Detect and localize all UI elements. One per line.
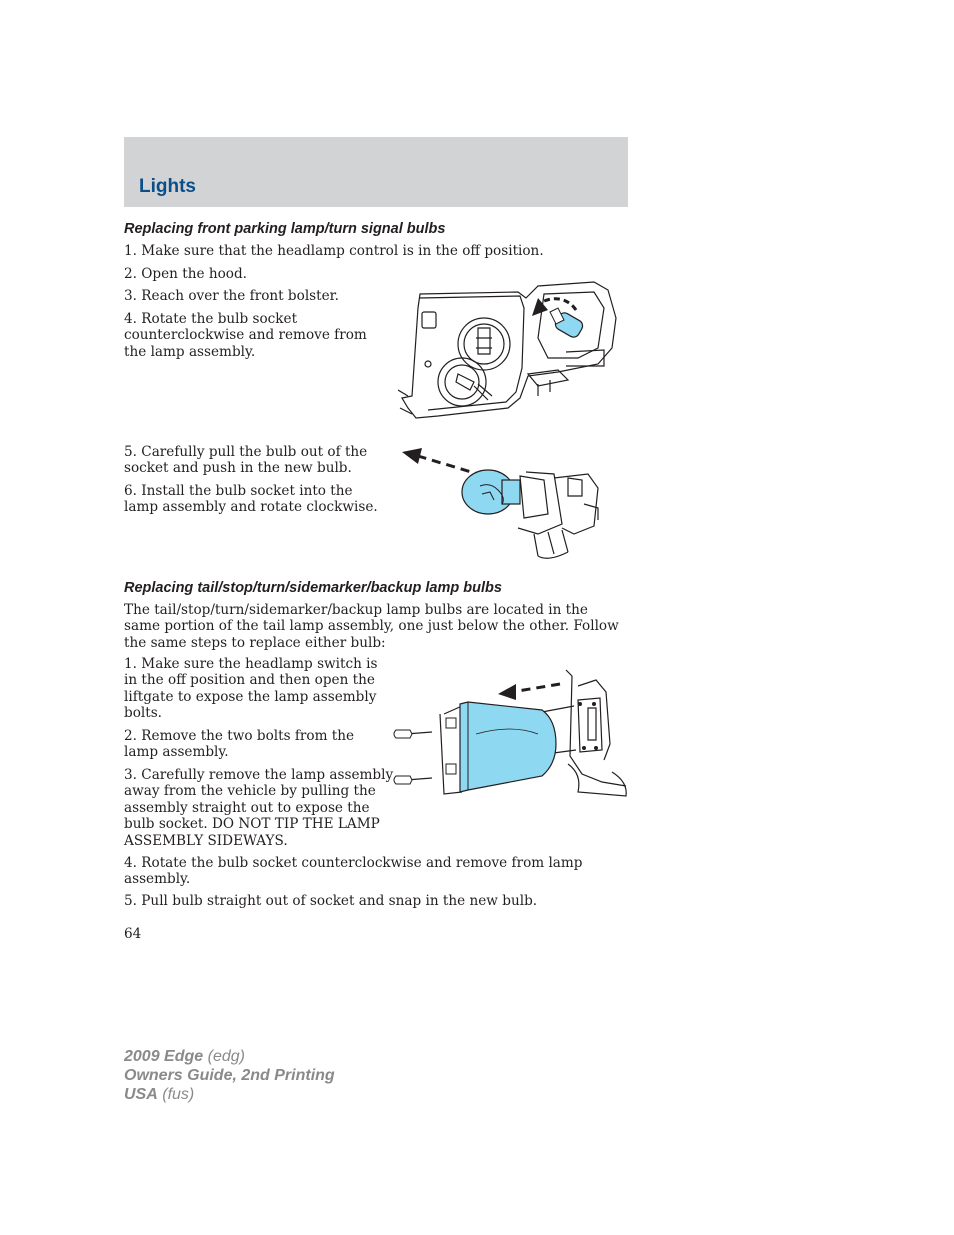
tail-lamp-heading: Replacing tail/stop/turn/sidemarker/backup lamp bulbs — [124, 580, 502, 596]
front-step-2: 2. Open the hood. — [124, 266, 247, 282]
front-step-5: 5. Carefully pull the bulb out of the socket and push in the new bulb. — [124, 444, 368, 477]
footer-model-code: (edg) — [207, 1048, 245, 1065]
tail-lamp-removal-illustration — [392, 664, 630, 800]
footer-printing: Owners Guide, 2nd Printing — [124, 1067, 335, 1084]
front-step-6: 6. Install the bulb socket into the lamp assembly and rotate clockwise. — [124, 483, 378, 516]
tail-step-4: 4. Rotate the bulb socket counterclockwise and remove from lamp assembly. — [124, 855, 583, 888]
front-step-1: 1. Make sure that the headlamp control is in the off position. — [124, 243, 544, 259]
tail-step-3: 3. Carefully remove the lamp assembly away from the vehicle by pulling the assembly straight out to expose the bulb socket. DO NOT TIP THE LAMP ASSEMBLY SIDEWAYS. — [124, 767, 394, 849]
front-lamp-housing-illustration — [398, 268, 622, 428]
page-number: 64 — [124, 926, 142, 942]
section-header-band — [124, 137, 628, 207]
front-step-3: 3. Reach over the front bolster. — [124, 288, 339, 304]
tail-step-1: 1. Make sure the headlamp switch is in the off position and then open the liftgate to expose the lamp assembly bolts. — [124, 656, 378, 722]
tail-step-5: 5. Pull bulb straight out of socket and snap in the new bulb. — [124, 893, 538, 909]
section-title: Lights — [139, 176, 196, 197]
footer-document-info — [124, 1047, 335, 1104]
footer-market: USA — [124, 1086, 158, 1103]
front-lamp-heading: Replacing front parking lamp/turn signal bulbs — [124, 221, 446, 237]
footer-model: 2009 Edge — [124, 1048, 204, 1065]
bulb-removal-illustration — [398, 444, 622, 564]
tail-step-2: 2. Remove the two bolts from the lamp assembly. — [124, 728, 355, 761]
front-step-4: 4. Rotate the bulb socket counterclockwise and remove from the lamp assembly. — [124, 311, 367, 360]
tail-intro: The tail/stop/turn/sidemarker/backup lamp bulbs are located in the same portion of the tail lamp assembly, one just below the other. Follow the same steps to replace either bulb: — [124, 602, 619, 651]
footer-market-code: (fus) — [162, 1086, 195, 1103]
